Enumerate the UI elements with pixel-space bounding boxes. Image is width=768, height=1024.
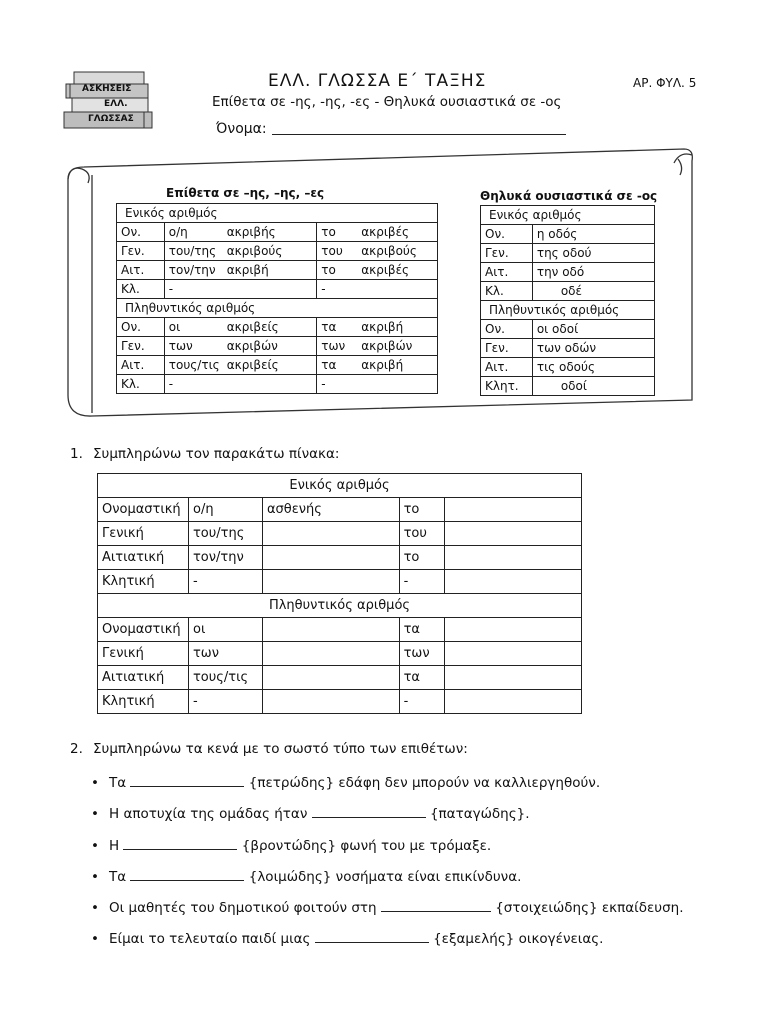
blank-field[interactable]: [130, 869, 244, 881]
singular-label: Ενικός αριθμός: [117, 204, 438, 223]
noun-form: οι οδοί: [532, 320, 654, 339]
table-row: [117, 337, 438, 356]
article-form-cell: τον/την ακριβή: [164, 261, 317, 280]
table-row: [117, 204, 438, 223]
table-row: [481, 320, 655, 339]
table-row: [117, 356, 438, 375]
table-row: [481, 358, 655, 377]
nouns-reference-table: [480, 205, 655, 396]
table-row: [117, 299, 438, 318]
answer-cell[interactable]: [262, 666, 399, 690]
case-label: Ον.: [481, 225, 533, 244]
article-form-cell: τους/τις ακριβείς: [164, 356, 317, 375]
logo-text-1: ΑΣΚΗΣΕΙΣ: [82, 84, 132, 94]
case-label: Γεν.: [481, 339, 533, 358]
article-cell: τον/την: [188, 546, 262, 570]
case-label: Γενική: [98, 642, 189, 666]
blank-field[interactable]: [123, 838, 237, 850]
blank-field[interactable]: [130, 775, 244, 787]
answer-cell[interactable]: [444, 666, 581, 690]
answer-cell[interactable]: [444, 570, 581, 594]
noun-form: την οδό: [532, 263, 654, 282]
exercise-1-instruction: Συμπληρώνω τον παρακάτω πίνακα:: [93, 446, 340, 462]
article-form-cell: -: [164, 280, 317, 299]
table-row: [98, 666, 582, 690]
neuter-form-cell: τα ακριβή: [317, 356, 438, 375]
sentence-item: • Τα {λοιμώδης} νοσήματα είναι επικίνδυνα.: [91, 869, 684, 900]
neuter-article-cell: τα: [399, 618, 444, 642]
case-label: Ον.: [117, 318, 165, 337]
plural-label: Πληθυντικός αριθμός: [117, 299, 438, 318]
blank-field[interactable]: [315, 931, 429, 943]
table-row: [98, 498, 582, 522]
sheet-number: ΑΡ. ΦΥΛ. 5: [633, 76, 697, 90]
neuter-form-cell: του ακριβούς: [317, 242, 438, 261]
table-row: [98, 522, 582, 546]
case-label: Γεν.: [117, 242, 165, 261]
article-cell: του/της: [188, 522, 262, 546]
case-label: Αιτ.: [481, 358, 533, 377]
article-form-cell: των ακριβών: [164, 337, 317, 356]
neuter-article-cell: -: [399, 570, 444, 594]
exercise-2-sentences: [91, 775, 684, 963]
answer-cell[interactable]: [444, 522, 581, 546]
article-cell: -: [188, 570, 262, 594]
noun-form: οδέ: [532, 282, 654, 301]
neuter-form-cell: το ακριβές: [317, 223, 438, 242]
article-form-cell: ο/η ακριβής: [164, 223, 317, 242]
sentence-item: • Οι μαθητές του δημοτικού φοιτούν στη {στοιχειώδης} εκπαίδευση.: [91, 900, 684, 931]
table-row: [481, 225, 655, 244]
answer-cell[interactable]: ασθενής: [262, 498, 399, 522]
case-label: Αιτ.: [117, 356, 165, 375]
answer-cell[interactable]: [444, 690, 581, 714]
singular-label: Ενικός αριθμός: [98, 474, 582, 498]
neuter-article-cell: του: [399, 522, 444, 546]
sentence-item: • Τα {πετρώδης} εδάφη δεν μπορούν να καλλιεργηθούν.: [91, 775, 684, 806]
name-field[interactable]: [272, 120, 566, 135]
table-row: [481, 301, 655, 320]
article-form-cell: οι ακριβείς: [164, 318, 317, 337]
answer-cell[interactable]: [262, 690, 399, 714]
case-label: Αιτ.: [117, 261, 165, 280]
adjectives-table-heading: Επίθετα σε –ης, –ης, –ες: [166, 186, 325, 200]
article-cell: ο/η: [188, 498, 262, 522]
neuter-form-cell: το ακριβές: [317, 261, 438, 280]
neuter-form-cell: τα ακριβή: [317, 318, 438, 337]
answer-cell[interactable]: [262, 642, 399, 666]
table-row: [481, 263, 655, 282]
answer-cell[interactable]: [262, 570, 399, 594]
article-cell: των: [188, 642, 262, 666]
case-label: Κλητική: [98, 570, 189, 594]
article-cell: οι: [188, 618, 262, 642]
case-label: Ον.: [117, 223, 165, 242]
worksheet-title: ΕΛΛ. ΓΛΩΣΣΑ Ε΄ ΤΑΞΗΣ: [268, 71, 487, 91]
sentence-item: • Η αποτυχία της ομάδας ήταν {παταγώδης}.: [91, 806, 684, 837]
case-label: Κλητ.: [481, 377, 533, 396]
neuter-form-cell: -: [317, 280, 438, 299]
adjectives-reference-table: [116, 203, 438, 394]
case-label: Κλ.: [117, 280, 165, 299]
answer-cell[interactable]: [444, 546, 581, 570]
table-row: [117, 242, 438, 261]
noun-form: τις οδούς: [532, 358, 654, 377]
case-label: Γεν.: [117, 337, 165, 356]
answer-cell[interactable]: [262, 618, 399, 642]
answer-cell[interactable]: [444, 498, 581, 522]
exercise-1-table: [97, 473, 582, 714]
neuter-form-cell: -: [317, 375, 438, 394]
blank-field[interactable]: [381, 900, 491, 912]
exercise-1-number: 1.: [70, 446, 83, 462]
neuter-article-cell: το: [399, 498, 444, 522]
table-row: [481, 377, 655, 396]
neuter-article-cell: -: [399, 690, 444, 714]
table-row: [117, 261, 438, 280]
case-label: Κλ.: [481, 282, 533, 301]
table-row: [98, 618, 582, 642]
article-cell: τους/τις: [188, 666, 262, 690]
table-row: [117, 223, 438, 242]
table-row: [117, 280, 438, 299]
answer-cell[interactable]: [262, 522, 399, 546]
case-label: Ονομαστική: [98, 498, 189, 522]
case-label: Ον.: [481, 320, 533, 339]
singular-label: Ενικός αριθμός: [481, 206, 655, 225]
name-label: Όνομα:: [216, 121, 267, 137]
table-row: [98, 474, 582, 498]
case-label: Αιτιατική: [98, 546, 189, 570]
article-cell: -: [188, 690, 262, 714]
table-row: [98, 642, 582, 666]
table-row: [98, 594, 582, 618]
exercise-2-instruction: Συμπληρώνω τα κενά με το σωστό τύπο των επιθέτων:: [93, 741, 468, 757]
plural-label: Πληθυντικός αριθμός: [98, 594, 582, 618]
worksheet-subtitle: Επίθετα σε -ης, -ης, -ες - Θηλυκά ουσιαστικά σε -ος: [212, 94, 562, 110]
article-form-cell: του/της ακριβούς: [164, 242, 317, 261]
sentence-item: • Είμαι το τελευταίο παιδί μιας {εξαμελής} οικογένειας.: [91, 931, 684, 962]
table-row: [98, 690, 582, 714]
case-label: Γενική: [98, 522, 189, 546]
table-row: [117, 318, 438, 337]
case-label: Ονομαστική: [98, 618, 189, 642]
table-row: [481, 339, 655, 358]
logo-text-2: ΕΛΛ.: [104, 99, 128, 109]
noun-form: των οδών: [532, 339, 654, 358]
answer-cell[interactable]: [262, 546, 399, 570]
table-row: [481, 244, 655, 263]
neuter-article-cell: των: [399, 642, 444, 666]
noun-form: η οδός: [532, 225, 654, 244]
neuter-article-cell: το: [399, 546, 444, 570]
table-row: [98, 570, 582, 594]
case-label: Κλ.: [117, 375, 165, 394]
neuter-form-cell: των ακριβών: [317, 337, 438, 356]
blank-field[interactable]: [312, 806, 426, 818]
answer-cell[interactable]: [444, 642, 581, 666]
noun-form: οδοί: [532, 377, 654, 396]
case-label: Κλητική: [98, 690, 189, 714]
books-logo: [60, 68, 156, 134]
plural-label: Πληθυντικός αριθμός: [481, 301, 655, 320]
table-row: [481, 282, 655, 301]
table-row: [98, 546, 582, 570]
neuter-article-cell: τα: [399, 666, 444, 690]
case-label: Αιτιατική: [98, 666, 189, 690]
table-row: [117, 375, 438, 394]
article-form-cell: -: [164, 375, 317, 394]
table-row: [481, 206, 655, 225]
case-label: Αιτ.: [481, 263, 533, 282]
nouns-table-heading: Θηλυκά ουσιαστικά σε -ος: [480, 189, 658, 203]
logo-text-3: ΓΛΩΣΣΑΣ: [88, 114, 134, 124]
case-label: Γεν.: [481, 244, 533, 263]
answer-cell[interactable]: [444, 618, 581, 642]
exercise-2-number: 2.: [70, 741, 83, 757]
noun-form: της οδού: [532, 244, 654, 263]
sentence-item: • Η {βροντώδης} φωνή του με τρόμαξε.: [91, 838, 684, 869]
